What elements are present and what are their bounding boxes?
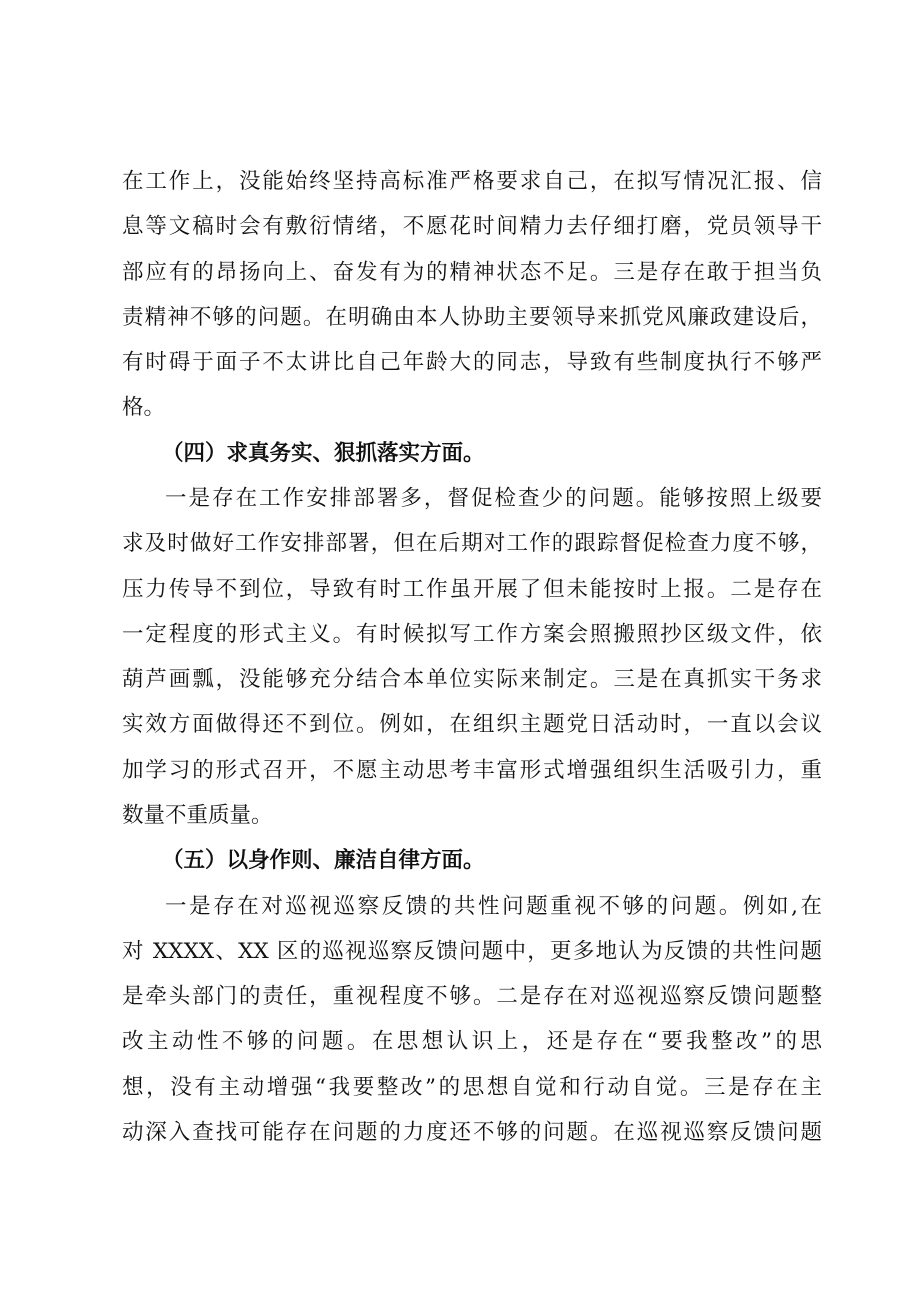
paragraph-line: 责精神不够的问题。在明确由本人协助主要领导来抓党风廉政建设后， bbox=[122, 305, 822, 330]
paragraph-line: 加学习的形式召开，不愿主动思考丰富形式增强组织生活吸引力，重 bbox=[122, 758, 822, 783]
paragraph-line: 在工作上，没能始终坚持高标准严格要求自己，在拟写情况汇报、信 bbox=[122, 169, 822, 194]
paragraph-line: 是牵头部门的责任，重视程度不够。二是存在对巡视巡察反馈问题整 bbox=[122, 984, 822, 1009]
paragraph-line: 数量不重质量。 bbox=[122, 803, 273, 828]
paragraph-line: 格。 bbox=[122, 395, 166, 420]
paragraph-line: 想，没有主动增强“我要整改”的思想自觉和行动自觉。三是存在主 bbox=[122, 1075, 822, 1100]
paragraph-line: 一定程度的形式主义。有时候拟写工作方案会照搬照抄区级文件，依 bbox=[122, 622, 822, 647]
paragraph-line: 动深入查找可能存在问题的力度还不够的问题。在巡视巡察反馈问题 bbox=[122, 1120, 822, 1145]
paragraph-line: 改主动性不够的问题。在思想认识上，还是存在“要我整改”的思 bbox=[122, 1029, 822, 1054]
paragraph-line: 一是存在对巡视巡察反馈的共性问题重视不够的问题。例如,在 bbox=[165, 894, 822, 919]
paragraph-line: 息等文稿时会有敷衍情绪，不愿花时间精力去仔细打磨，党员领导干 bbox=[122, 214, 822, 239]
paragraph-line: 部应有的昂扬向上、奋发有为的精神状态不足。三是存在敢于担当负 bbox=[122, 260, 822, 285]
paragraph-line: 对 XXXX、XX 区的巡视巡察反馈问题中，更多地认为反馈的共性问题 bbox=[122, 939, 822, 964]
section-heading-4: （四）求真务实、狠抓落实方面。 bbox=[162, 441, 485, 466]
section-heading-5: （五）以身作则、廉洁自律方面。 bbox=[162, 848, 485, 873]
paragraph-line: 有时碍于面子不太讲比自己年龄大的同志，导致有些制度执行不够严 bbox=[122, 350, 822, 375]
paragraph-line: 实效方面做得还不到位。例如，在组织主题党日活动时，一直以会议 bbox=[122, 712, 822, 737]
paragraph-line: 葫芦画瓢，没能够充分结合本单位实际来制定。三是在真抓实干务求 bbox=[122, 667, 822, 692]
paragraph-line: 压力传导不到位，导致有时工作虽开展了但未能按时上报。二是存在 bbox=[122, 577, 822, 602]
paragraph-line: 一是存在工作安排部署多，督促检查少的问题。能够按照上级要 bbox=[165, 486, 822, 511]
paragraph-line: 求及时做好工作安排部署，但在后期对工作的跟踪督促检查力度不够， bbox=[122, 531, 822, 556]
